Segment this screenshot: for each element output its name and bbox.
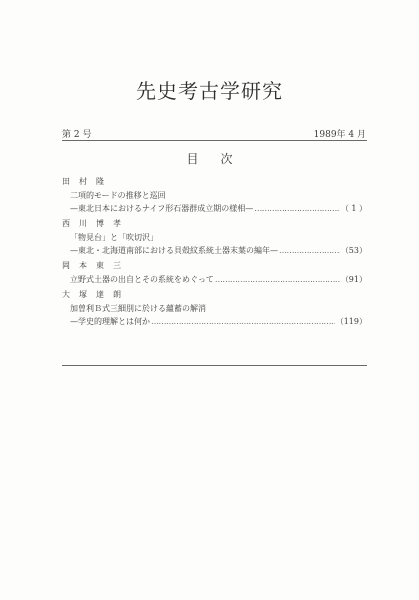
toc-entry bbox=[62, 288, 367, 328]
article-subtitle: —東北・北海道南部における貝殻紋系統土器末葉の編年— bbox=[70, 246, 278, 255]
author-name: 西川博孝 bbox=[62, 219, 130, 228]
article-subtitle: —学史的理解とは何か bbox=[70, 317, 150, 326]
article-title: 二項的モードの推移と巡回 bbox=[70, 191, 166, 200]
article-title: 「物見台」と「吹切沢」 bbox=[70, 233, 158, 242]
publication-date: 1989年 4 月 bbox=[313, 130, 366, 140]
article-subtitle-line bbox=[62, 202, 367, 215]
toc-heading: 目次 bbox=[186, 152, 255, 166]
toc-entry bbox=[62, 217, 367, 257]
top-rule bbox=[62, 140, 367, 141]
article-title: 加曽利Ｂ式三細別に於ける蘊蓄の解消 bbox=[70, 304, 206, 313]
article-subtitle: —東北日本におけるナイフ形石器群成立期の様相— bbox=[70, 204, 254, 213]
page-number: （53） bbox=[340, 246, 367, 255]
author-name: 大塚達朗 bbox=[62, 290, 130, 299]
article-subtitle-line bbox=[62, 244, 367, 257]
article-subtitle-line bbox=[62, 315, 367, 328]
dot-leader bbox=[279, 244, 340, 257]
issue-number: 第 2 号 bbox=[62, 130, 92, 140]
article-title-line bbox=[62, 273, 367, 286]
dot-leader bbox=[151, 315, 335, 328]
page-number: （ 1 ） bbox=[340, 204, 367, 213]
toc-list bbox=[62, 175, 367, 330]
article-title: 立野式土器の出自とその系統をめぐって bbox=[70, 275, 214, 284]
dot-leader bbox=[254, 202, 340, 215]
journal-title: 先史考古学研究 bbox=[136, 79, 283, 103]
author-name: 岡本東三 bbox=[62, 261, 130, 270]
page-number: （91） bbox=[340, 275, 367, 284]
dot-leader bbox=[215, 273, 340, 286]
bottom-rule bbox=[62, 365, 367, 366]
author-name: 田村隆 bbox=[62, 177, 113, 186]
toc-entry bbox=[62, 175, 367, 215]
toc-entry bbox=[62, 259, 367, 286]
page-number: （119） bbox=[335, 317, 367, 326]
